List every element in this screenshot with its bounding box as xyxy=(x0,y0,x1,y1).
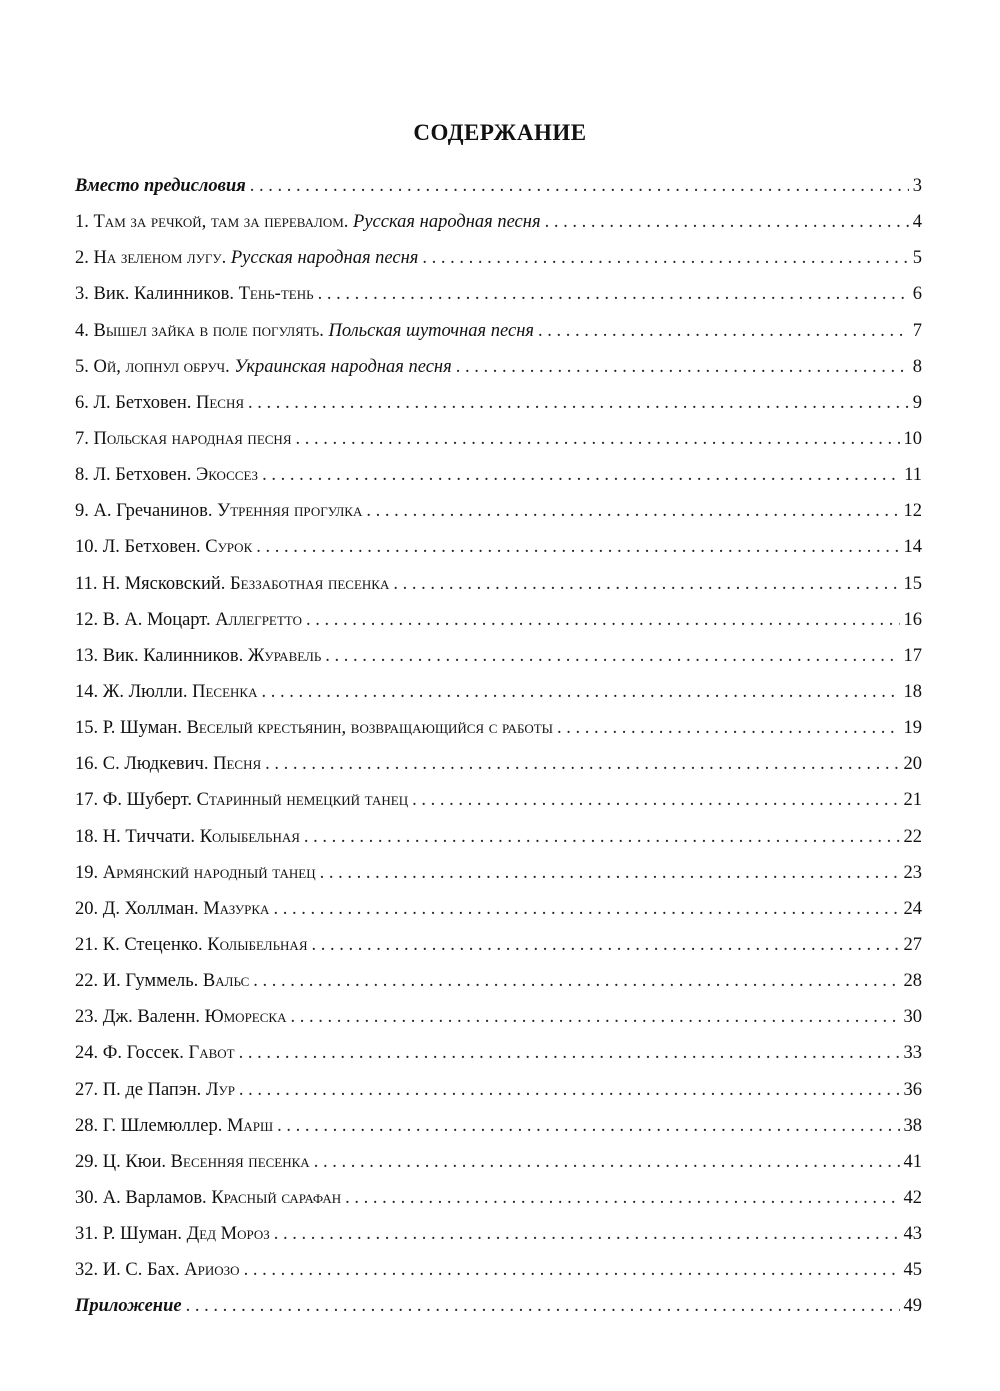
composer-name: Ж. Люлли. xyxy=(102,681,188,702)
toc-entry-text xyxy=(75,240,418,276)
toc-entry-text xyxy=(75,638,321,674)
piece-title: Экоссез xyxy=(196,465,259,486)
dot-leader xyxy=(274,1216,900,1252)
page-number: 49 xyxy=(903,1296,922,1317)
dot-leader xyxy=(314,1144,900,1180)
page-number: 45 xyxy=(903,1260,922,1281)
piece-title: Польская народная песня xyxy=(93,428,292,449)
entry-number: 9. xyxy=(75,501,89,522)
page-number: 7 xyxy=(912,320,922,341)
toc-row[interactable] xyxy=(75,1144,922,1180)
dot-leader xyxy=(538,313,909,349)
toc-row[interactable] xyxy=(75,1108,922,1144)
entry-number: 21. xyxy=(75,934,99,955)
composer-name: С. Людкевич. xyxy=(102,754,209,775)
composer-name: Л. Бетховен. xyxy=(102,537,201,558)
composer-name: Ф. Госсек. xyxy=(102,1043,184,1064)
toc-entry-text xyxy=(75,529,252,565)
toc-row[interactable] xyxy=(75,1216,922,1252)
dot-leader xyxy=(261,674,899,710)
entry-number: 31. xyxy=(75,1224,99,1245)
toc-entry-text xyxy=(75,385,244,421)
toc-row[interactable] xyxy=(75,927,922,963)
page-number: 23 xyxy=(903,862,922,883)
composer-name: П. де Папэн. xyxy=(102,1079,202,1100)
dot-leader xyxy=(306,602,900,638)
toc-row[interactable] xyxy=(75,1072,922,1108)
entry-number: 10. xyxy=(75,537,99,558)
entry-number: 30. xyxy=(75,1187,99,1208)
piece-title: Сурок xyxy=(205,537,253,558)
page-number: 20 xyxy=(903,754,922,775)
page-number: 8 xyxy=(912,356,922,377)
toc-entry-text xyxy=(75,746,261,782)
dot-leader xyxy=(244,1252,900,1288)
piece-title: Юмореска xyxy=(204,1007,287,1028)
toc-entry-text xyxy=(75,927,308,963)
page-number: 4 xyxy=(912,212,922,233)
page-number: 21 xyxy=(903,790,922,811)
dot-leader xyxy=(345,1180,899,1216)
dot-leader xyxy=(253,963,899,999)
toc-entry-text xyxy=(75,891,269,927)
entry-number: 3. xyxy=(75,284,89,305)
page-number: 12 xyxy=(903,501,922,522)
toc-entry-text xyxy=(75,602,302,638)
composer-name: Д. Холлман. xyxy=(102,898,199,919)
table-of-contents xyxy=(75,168,922,1325)
toc-row[interactable] xyxy=(75,963,922,999)
dot-leader xyxy=(545,204,909,240)
piece-title: Красный сарафан xyxy=(211,1187,342,1208)
entry-number: 6. xyxy=(75,392,89,413)
toc-row[interactable] xyxy=(75,313,922,349)
piece-note: Русская народная песня xyxy=(230,248,419,269)
piece-title: Песня xyxy=(196,392,245,413)
page-number: 3 xyxy=(912,176,922,196)
dot-leader xyxy=(265,746,899,782)
piece-title: Мазурка xyxy=(203,898,270,919)
page-title: СОДЕРЖАНИЕ xyxy=(413,120,587,145)
entry-number: 28. xyxy=(75,1115,99,1136)
toc-row[interactable] xyxy=(75,385,922,421)
entry-number: 29. xyxy=(75,1151,99,1172)
toc-row[interactable] xyxy=(75,204,922,240)
piece-title: Армянский народный танец xyxy=(102,862,316,883)
dot-leader xyxy=(304,819,900,855)
entry-number: 2. xyxy=(75,248,89,269)
page-number: 24 xyxy=(903,898,922,919)
dot-leader xyxy=(422,240,908,276)
page-number: 22 xyxy=(903,826,922,847)
entry-number: 1. xyxy=(75,212,89,233)
piece-title: Утренняя прогулка xyxy=(217,501,363,522)
piece-title: Журавель xyxy=(247,645,322,666)
entry-number: 14. xyxy=(75,681,99,702)
composer-name: Л. Бетховен. xyxy=(93,392,192,413)
composer-name: Р. Шуман. xyxy=(102,718,182,739)
dot-leader xyxy=(393,566,899,602)
composer-name: Н. Тиччати. xyxy=(102,826,196,847)
toc-entry-text xyxy=(75,1216,270,1252)
composer-name: Ц. Кюи. xyxy=(102,1151,167,1172)
page-number: 36 xyxy=(903,1079,922,1100)
entry-number: 4. xyxy=(75,320,89,341)
page-number: 41 xyxy=(903,1151,922,1172)
toc-row[interactable] xyxy=(75,891,922,927)
composer-name: И. Гуммель. xyxy=(102,971,199,992)
page-number: 19 xyxy=(903,718,922,739)
toc-entry-text xyxy=(75,349,452,385)
page-number: 28 xyxy=(903,971,922,992)
toc-entry-text xyxy=(75,276,314,312)
entry-number: 8. xyxy=(75,465,89,486)
piece-note: Русская народная песня xyxy=(353,212,541,233)
piece-title: Ариозо xyxy=(184,1260,240,1281)
toc-row[interactable] xyxy=(75,602,922,638)
entry-number: 24. xyxy=(75,1043,99,1064)
piece-title: Беззаботная песенка xyxy=(230,573,390,594)
toc-entry-text xyxy=(75,566,389,602)
page-number: 18 xyxy=(903,681,922,702)
dot-leader xyxy=(412,782,899,818)
page-number: 5 xyxy=(912,248,922,269)
composer-name: Ф. Шуберт. xyxy=(102,790,192,811)
entry-number: 20. xyxy=(75,898,99,919)
piece-title: Весенняя песенка xyxy=(170,1151,310,1172)
toc-row-appendix[interactable] xyxy=(75,1288,922,1324)
page-number: 6 xyxy=(912,284,922,305)
page-number: 16 xyxy=(903,609,922,630)
toc-entry-text xyxy=(75,1072,235,1108)
intro-label: Вместо предисловия xyxy=(75,176,246,196)
toc-row[interactable] xyxy=(75,566,922,602)
toc-row[interactable] xyxy=(75,349,922,385)
piece-title: Лур xyxy=(205,1079,235,1100)
composer-name: В. А. Моцарт. xyxy=(102,609,211,630)
dot-leader xyxy=(366,493,899,529)
entry-number: 11. xyxy=(75,573,98,594)
entry-number: 18. xyxy=(75,826,99,847)
toc-entry-text xyxy=(75,999,286,1035)
entry-number: 32. xyxy=(75,1260,99,1281)
composer-name: Н. Мясковский. xyxy=(102,573,226,594)
toc-entry-text xyxy=(75,421,292,457)
entry-number: 27. xyxy=(75,1079,99,1100)
toc-entry-text xyxy=(75,1108,273,1144)
entry-number: 15. xyxy=(75,718,99,739)
piece-title: Вальс xyxy=(202,971,250,992)
page-number: 10 xyxy=(903,428,922,449)
entry-number: 13. xyxy=(75,645,99,666)
dot-leader xyxy=(239,1035,900,1071)
dot-leader xyxy=(250,168,909,204)
toc-row[interactable] xyxy=(75,1252,922,1288)
composer-name: Дж. Валенн. xyxy=(102,1007,200,1028)
composer-name: А. Варламов. xyxy=(102,1187,207,1208)
toc-row[interactable] xyxy=(75,746,922,782)
toc-row[interactable] xyxy=(75,457,922,493)
entry-number: 23. xyxy=(75,1007,99,1028)
piece-title: Веселый крестьянин, возвращающийся с работы xyxy=(186,718,554,739)
piece-title: На зеленом лугу. xyxy=(93,248,227,269)
toc-row[interactable] xyxy=(75,1035,922,1071)
dot-leader xyxy=(296,421,900,457)
dot-leader xyxy=(312,927,900,963)
piece-title: Песенка xyxy=(192,681,258,702)
toc-entries xyxy=(75,204,922,1288)
toc-entry-text xyxy=(75,963,249,999)
toc-entry-text xyxy=(75,674,257,710)
dot-leader xyxy=(320,855,900,891)
dot-leader xyxy=(256,529,899,565)
page-number: 9 xyxy=(912,392,922,413)
toc-entry-text xyxy=(75,204,541,240)
page-number: 38 xyxy=(903,1115,922,1136)
page-number: 14 xyxy=(903,537,922,558)
entry-number: 16. xyxy=(75,754,99,775)
composer-name: К. Стеценко. xyxy=(102,934,203,955)
page-number: 33 xyxy=(903,1043,922,1064)
toc-row[interactable] xyxy=(75,710,922,746)
toc-entry-text xyxy=(75,1035,235,1071)
piece-title: Вышел зайка в поле погулять. xyxy=(93,320,324,341)
entry-number: 5. xyxy=(75,356,89,377)
composer-name: Вик. Калинников. xyxy=(102,645,244,666)
toc-row[interactable] xyxy=(75,855,922,891)
piece-title: Аллегретто xyxy=(215,609,302,630)
piece-title: Гавот xyxy=(188,1043,235,1064)
toc-row[interactable] xyxy=(75,421,922,457)
toc-entry-text xyxy=(75,782,408,818)
toc-entry-text xyxy=(75,1180,341,1216)
dot-leader xyxy=(290,999,899,1035)
toc-row-intro[interactable] xyxy=(75,168,922,204)
piece-title: Марш xyxy=(226,1115,274,1136)
composer-name: Вик. Калинников. xyxy=(93,284,234,305)
toc-entry-text xyxy=(75,710,553,746)
composer-name: А. Гречанинов. xyxy=(93,501,213,522)
toc-row[interactable] xyxy=(75,674,922,710)
toc-entry-text xyxy=(75,1144,310,1180)
piece-title: Песня xyxy=(213,754,262,775)
toc-entry-text xyxy=(75,313,534,349)
toc-row[interactable] xyxy=(75,529,922,565)
piece-note: Польская шуточная песня xyxy=(328,320,534,341)
dot-leader xyxy=(239,1072,900,1108)
toc-row[interactable] xyxy=(75,276,922,312)
page-number: 11 xyxy=(904,465,922,486)
toc-entry-text xyxy=(75,493,362,529)
entry-number: 17. xyxy=(75,790,99,811)
page-number: 17 xyxy=(903,645,922,666)
piece-title: Старинный немецкий танец xyxy=(196,790,409,811)
toc-entry-text xyxy=(75,457,258,493)
composer-name: Р. Шуман. xyxy=(102,1224,182,1245)
page-number: 30 xyxy=(903,1007,922,1028)
dot-leader xyxy=(318,276,909,312)
dot-leader xyxy=(325,638,899,674)
toc-entry-text xyxy=(75,819,300,855)
dot-leader xyxy=(273,891,899,927)
composer-name: Г. Шлемюллер. xyxy=(102,1115,223,1136)
composer-name: И. С. Бах. xyxy=(102,1260,180,1281)
page-number: 42 xyxy=(903,1187,922,1208)
appendix-label: Приложение xyxy=(75,1296,182,1317)
composer-name: Л. Бетховен. xyxy=(93,465,192,486)
dot-leader xyxy=(277,1108,899,1144)
dot-leader xyxy=(456,349,909,385)
piece-title: Колыбельная xyxy=(207,934,308,955)
page-number: 27 xyxy=(903,934,922,955)
piece-title: Тень-тень xyxy=(238,284,314,305)
entry-number: 7. xyxy=(75,428,89,449)
entry-number: 12. xyxy=(75,609,99,630)
toc-row[interactable] xyxy=(75,782,922,818)
entry-number: 22. xyxy=(75,971,99,992)
toc-row[interactable] xyxy=(75,999,922,1035)
dot-leader xyxy=(557,710,899,746)
dot-leader xyxy=(248,385,909,421)
piece-title: Там за речкой, там за перевалом. xyxy=(93,212,349,233)
toc-row[interactable] xyxy=(75,638,922,674)
piece-title: Ой, лопнул обруч. xyxy=(93,356,230,377)
entry-number: 19. xyxy=(75,862,99,883)
piece-title: Дед Мороз xyxy=(186,1224,270,1245)
toc-row[interactable] xyxy=(75,1180,922,1216)
toc-row[interactable] xyxy=(75,493,922,529)
page-number: 43 xyxy=(903,1224,922,1245)
toc-row[interactable] xyxy=(75,819,922,855)
dot-leader xyxy=(262,457,900,493)
piece-title: Колыбельная xyxy=(199,826,300,847)
toc-row[interactable] xyxy=(75,240,922,276)
piece-note: Украинская народная песня xyxy=(234,356,452,377)
dot-leader xyxy=(186,1288,900,1324)
toc-entry-text xyxy=(75,855,316,891)
page-number: 15 xyxy=(903,573,922,594)
toc-entry-text xyxy=(75,1252,240,1288)
